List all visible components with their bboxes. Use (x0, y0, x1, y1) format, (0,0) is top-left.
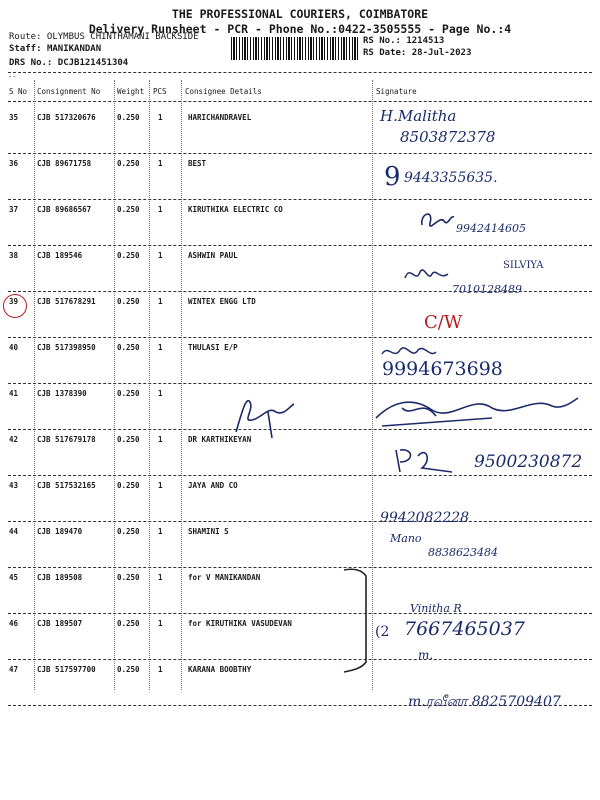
row-divider (8, 659, 592, 660)
drs-label: DRS No.: (9, 58, 53, 68)
col-divider (149, 80, 150, 690)
handwritten-phone: 9942082228 (380, 510, 470, 526)
col-consignment: Consignment No (37, 87, 101, 96)
row-sno: 40 (9, 343, 19, 352)
col-weight: Weight (117, 87, 145, 96)
row-consignment-no: CJB 517678291 (37, 297, 96, 306)
col-divider (114, 80, 115, 690)
row-pcs: 1 (158, 343, 163, 352)
handwritten-name: Vinitha R (410, 602, 462, 615)
row-weight: 0.250 (117, 343, 140, 352)
row-divider (8, 199, 592, 200)
col-pcs: PCS (153, 87, 167, 96)
staff-field (9, 44, 101, 54)
header-rule (8, 101, 592, 102)
handwritten-name: SILVIYA (503, 260, 544, 271)
handwritten-phone: 7667465037 (404, 618, 525, 640)
row-consignee: SHAMINI S (188, 527, 229, 536)
row-weight: 0.250 (117, 619, 140, 628)
col-sno: S No (9, 87, 28, 96)
handwritten-name: Mano (390, 532, 422, 545)
company-title: THE PROFESSIONAL COURIERS, COIMBATORE (171, 7, 429, 21)
row-pcs: 1 (158, 297, 163, 306)
row-consignee: for KIRUTHIKA VASUDEVAN (188, 619, 292, 628)
rs-date: RS Date: 28-Jul-2023 (363, 48, 472, 58)
handwritten-phone: 9942414605 (456, 222, 526, 235)
handwritten-signature: H.Malitha (380, 107, 457, 125)
row-weight: 0.250 (117, 481, 140, 490)
top-rule (8, 72, 592, 73)
row-consignee: ASHWIN PAUL (188, 251, 238, 260)
col-divider (181, 80, 182, 690)
col-divider (34, 80, 35, 690)
row-divider (8, 153, 592, 154)
row-weight: 0.250 (117, 251, 140, 260)
signature-scribble (372, 388, 582, 434)
handwritten-phone: 8503872378 (400, 128, 496, 146)
runsheet-subtitle: Delivery Runsheet - PCR - Phone No.:0422-3505555 - Page No.:4 (88, 22, 512, 36)
row-sno: 37 (9, 205, 19, 214)
row-pcs: 1 (158, 435, 163, 444)
row-weight: 0.250 (117, 665, 140, 674)
row-pcs: 1 (158, 251, 163, 260)
row-consignee: for V MANIKANDAN (188, 573, 261, 582)
row-sno: 47 (9, 665, 19, 674)
row-pcs: 1 (158, 159, 163, 168)
row-weight: 0.250 (117, 573, 140, 582)
row-consignment-no: CJB 517597700 (37, 665, 96, 674)
row-pcs: 1 (158, 389, 163, 398)
row-consignee: JAYA AND CO (188, 481, 238, 490)
row-consignment-no: CJB 517679178 (37, 435, 96, 444)
row-weight: 0.250 (117, 389, 140, 398)
row-sno: 41 (9, 389, 19, 398)
row-consignment-no: CJB 89671758 (37, 159, 92, 168)
handwritten-phone: 9994673698 (382, 358, 503, 380)
row-divider (8, 245, 592, 246)
row-weight: 0.250 (117, 205, 140, 214)
drs-field (9, 58, 128, 68)
row-sno: 44 (9, 527, 19, 536)
handwritten-phone: 8838623484 (428, 546, 498, 559)
handwritten-mark: m. (418, 648, 434, 662)
signature-scribble (228, 392, 298, 442)
row-consignment-no: CJB 517398950 (37, 343, 96, 352)
signature-scribble (392, 438, 462, 478)
row-weight: 0.250 (117, 159, 140, 168)
row-pcs: 1 (158, 573, 163, 582)
circle-mark (3, 294, 27, 318)
row-consignee: HARICHANDRAVEL (188, 113, 252, 122)
row-consignment-no: CJB 189470 (37, 527, 83, 536)
row-consignee: THULASI E/P (188, 343, 238, 352)
row-pcs: 1 (158, 481, 163, 490)
drs-value: DCJB121451304 (57, 58, 129, 68)
row-sno: 45 (9, 573, 19, 582)
row-sno: 38 (9, 251, 19, 260)
signature-mark: 9 (384, 162, 401, 192)
row-consignment-no: CJB 89686567 (37, 205, 92, 214)
signature-scribble (402, 262, 450, 284)
col-consignee: Consignee Details (185, 87, 262, 96)
row-pcs: 1 (158, 665, 163, 674)
row-consignee: BEST (188, 159, 207, 168)
row-divider (8, 521, 592, 522)
col-signature: Signature (376, 87, 417, 96)
row-consignment-no: CJB 517320676 (37, 113, 96, 122)
signature-scribble (416, 205, 456, 237)
row-divider (8, 337, 592, 338)
row-sno: 42 (9, 435, 19, 444)
row-sno: 46 (9, 619, 19, 628)
circled-number: (2 (375, 624, 390, 640)
handwritten-mark: C/W (424, 312, 463, 333)
row-weight: 0.250 (117, 113, 140, 122)
row-weight: 0.250 (117, 527, 140, 536)
row-divider (8, 613, 592, 614)
handwritten-phone: 9443355635. (404, 170, 498, 186)
handwritten-signature: m.ரவீனா 8825709407 (408, 694, 561, 710)
staff-label: Staff: (9, 44, 42, 54)
barcode (231, 37, 359, 60)
row-pcs: 1 (158, 113, 163, 122)
row-divider (8, 567, 592, 568)
row-consignee: KIRUTHIKA ELECTRIC CO (188, 205, 283, 214)
handwritten-phone: 9500230872 (474, 452, 583, 472)
row-pcs: 1 (158, 527, 163, 536)
row-weight: 0.250 (117, 297, 140, 306)
row-pcs: 1 (158, 205, 163, 214)
row-sno: 39 (9, 297, 19, 306)
row-consignment-no: CJB 517532165 (37, 481, 96, 490)
row-consignee: DR KARTHIKEYAN (188, 435, 252, 444)
row-sno: 43 (9, 481, 19, 490)
bracket-mark (340, 562, 374, 676)
route-text: Route: OLYMBUS CHINTHAMANI BACKSIDE (9, 32, 199, 42)
rs-no: RS No.: 1214513 (363, 36, 445, 46)
row-consignee: WINTEX ENGG LTD (188, 297, 256, 306)
row-consignment-no: CJB 189546 (37, 251, 83, 260)
handwritten-phone: 7010128489 (452, 283, 522, 296)
row-consignment-no: CJB 1378390 (37, 389, 87, 398)
dash-marker: -- (8, 73, 17, 81)
staff-value: MANIKANDAN (46, 44, 102, 54)
row-consignment-no: CJB 189507 (37, 619, 83, 628)
row-divider (8, 383, 592, 384)
row-consignee: KARANA BOOBTHY (188, 665, 252, 674)
row-consignment-no: CJB 189508 (37, 573, 83, 582)
row-sno: 36 (9, 159, 19, 168)
row-sno: 35 (9, 113, 19, 122)
row-pcs: 1 (158, 619, 163, 628)
row-divider (8, 475, 592, 476)
row-weight: 0.250 (117, 435, 140, 444)
